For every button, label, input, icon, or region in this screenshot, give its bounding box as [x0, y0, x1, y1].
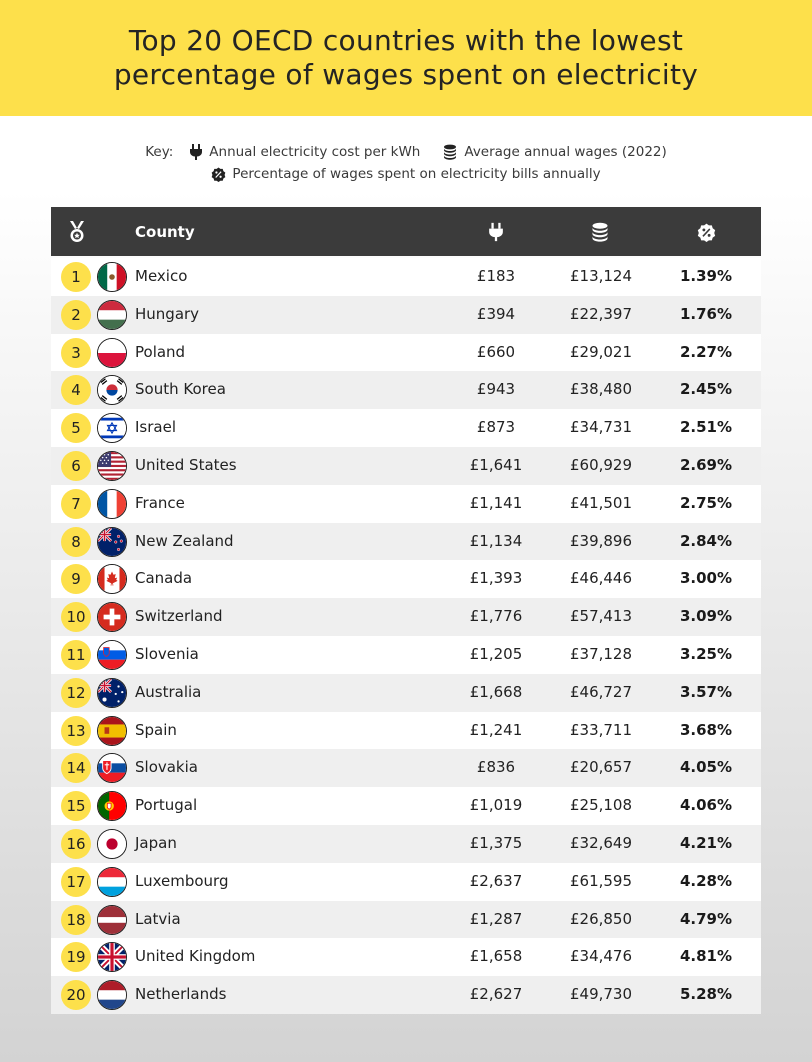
electricity-cost-cell: £2,637	[469, 871, 523, 890]
country-name: United States	[135, 455, 237, 474]
rank-badge: 6	[61, 451, 91, 481]
table-row	[51, 749, 761, 787]
mexico-flag-icon	[97, 262, 127, 292]
france-flag-icon	[97, 489, 127, 519]
country-name: Japan	[135, 833, 177, 852]
country-name: Slovenia	[135, 644, 199, 663]
wage-percentage-cell: 4.05%	[679, 758, 733, 777]
electricity-cost-cell: £1,287	[469, 909, 523, 928]
table-row	[51, 560, 761, 598]
annual-wages-cell: £33,711	[569, 720, 633, 739]
rank-badge: 18	[61, 905, 91, 935]
table-row	[51, 825, 761, 863]
coins-icon	[442, 144, 458, 160]
table-header	[51, 207, 761, 256]
table-body	[51, 258, 761, 1014]
wage-percentage-cell: 3.09%	[679, 607, 733, 626]
switzerland-flag-icon	[97, 602, 127, 632]
rank-badge: 14	[61, 753, 91, 783]
electricity-cost-cell: £1,641	[469, 455, 523, 474]
annual-wages-cell: £34,476	[569, 947, 633, 966]
portugal-flag-icon	[97, 791, 127, 821]
wage-percentage-cell: 4.79%	[679, 909, 733, 928]
country-name: Portugal	[135, 796, 198, 815]
poland-flag-icon	[97, 338, 127, 368]
country-name: Switzerland	[135, 607, 223, 626]
title-banner	[0, 0, 812, 116]
electricity-cost-cell: £1,375	[469, 833, 523, 852]
electricity-cost-cell: £1,776	[469, 607, 523, 626]
united-kingdom-flag-icon	[97, 942, 127, 972]
country-name: Luxembourg	[135, 871, 229, 890]
page-title: Top 20 OECD countries with the lowest percentage of wages spent on electricity	[113, 24, 699, 91]
country-name: France	[135, 493, 185, 512]
wage-percentage-cell: 1.39%	[679, 267, 733, 285]
plug-icon	[189, 144, 203, 160]
rank-badge: 1	[61, 262, 91, 292]
rank-badge: 19	[61, 942, 91, 972]
annual-wages-cell: £46,727	[569, 682, 633, 701]
israel-flag-icon	[97, 413, 127, 443]
slovakia-flag-icon	[97, 753, 127, 783]
country-name: Canada	[135, 569, 193, 588]
electricity-cost-cell: £1,668	[469, 682, 523, 701]
legend-line-1	[0, 141, 812, 163]
new-zealand-flag-icon	[97, 527, 127, 557]
country-name: Latvia	[135, 909, 181, 928]
rank-badge: 12	[61, 678, 91, 708]
percent-badge-icon	[211, 167, 226, 182]
electricity-cost-cell: £660	[476, 342, 516, 361]
annual-wages-cell: £25,108	[569, 796, 633, 815]
country-name: Poland	[135, 342, 186, 361]
electricity-cost-cell: £873	[476, 418, 516, 437]
annual-wages-cell: £41,501	[569, 493, 633, 512]
annual-wages-cell: £26,850	[569, 909, 633, 928]
luxembourg-flag-icon	[97, 867, 127, 897]
table-row	[51, 296, 761, 334]
table-row	[51, 598, 761, 636]
wage-percentage-cell: 2.27%	[679, 342, 733, 361]
rank-badge: 13	[61, 716, 91, 746]
ranking-table	[51, 207, 761, 1014]
electricity-cost-cell: £183	[476, 267, 516, 285]
table-row	[51, 485, 761, 523]
table-row	[51, 636, 761, 674]
medal-icon	[66, 221, 88, 243]
rank-badge: 3	[61, 338, 91, 368]
table-row	[51, 371, 761, 409]
rank-badge: 20	[61, 980, 91, 1010]
country-name: South Korea	[135, 380, 226, 399]
annual-wages-cell: £46,446	[569, 569, 633, 588]
wage-percentage-cell: 2.84%	[679, 531, 733, 550]
rank-badge: 5	[61, 413, 91, 443]
plug-icon	[484, 220, 508, 244]
country-name: Australia	[135, 682, 202, 701]
annual-wages-cell: £32,649	[569, 833, 633, 852]
legend	[0, 141, 812, 185]
united-states-flag-icon	[97, 451, 127, 481]
rank-badge: 16	[61, 829, 91, 859]
south-korea-flag-icon	[97, 375, 127, 405]
country-name: United Kingdom	[135, 947, 256, 966]
rank-badge: 10	[61, 602, 91, 632]
rank-badge: 8	[61, 527, 91, 557]
wage-percentage-cell: 4.06%	[679, 796, 733, 815]
country-name: Spain	[135, 720, 177, 739]
electricity-cost-cell: £1,019	[469, 796, 523, 815]
latvia-flag-icon	[97, 905, 127, 935]
spain-flag-icon	[97, 716, 127, 746]
table-row	[51, 523, 761, 561]
legend-cost-label: Annual electricity cost per kWh	[209, 144, 421, 160]
annual-wages-cell: £38,480	[569, 380, 633, 399]
slovenia-flag-icon	[97, 640, 127, 670]
table-row	[51, 334, 761, 372]
country-name: Israel	[135, 418, 176, 437]
canada-flag-icon	[97, 564, 127, 594]
wage-percentage-cell: 2.45%	[679, 380, 733, 399]
hungary-flag-icon	[97, 300, 127, 330]
country-name: Mexico	[135, 267, 188, 285]
country-name: New Zealand	[135, 531, 234, 550]
annual-wages-cell: £29,021	[569, 342, 633, 361]
table-row	[51, 712, 761, 750]
annual-wages-cell: £37,128	[569, 644, 633, 663]
annual-wages-cell: £39,896	[569, 531, 633, 550]
annual-wages-cell: £34,731	[569, 418, 633, 437]
table-row	[51, 976, 761, 1014]
wage-percentage-cell: 2.51%	[679, 418, 733, 437]
annual-wages-cell: £61,595	[569, 871, 633, 890]
wage-percentage-cell: 4.28%	[679, 871, 733, 890]
annual-wages-cell: £20,657	[569, 758, 633, 777]
wage-percentage-cell: 4.81%	[679, 947, 733, 966]
country-name: Hungary	[135, 304, 200, 323]
rank-badge: 17	[61, 867, 91, 897]
wage-percentage-cell: 2.75%	[679, 493, 733, 512]
electricity-cost-cell: £1,241	[469, 720, 523, 739]
annual-wages-cell: £57,413	[569, 607, 633, 626]
japan-flag-icon	[97, 829, 127, 859]
electricity-cost-cell: £943	[476, 380, 516, 399]
electricity-cost-cell: £2,627	[469, 985, 523, 1004]
coins-icon	[588, 220, 612, 244]
country-name: Netherlands	[135, 985, 227, 1004]
rank-badge: 9	[61, 564, 91, 594]
electricity-cost-cell: £1,658	[469, 947, 523, 966]
legend-wages-label: Average annual wages (2022)	[464, 144, 667, 160]
wage-percentage-cell: 5.28%	[679, 985, 733, 1004]
rank-badge: 4	[61, 375, 91, 405]
table-row	[51, 447, 761, 485]
table-row	[51, 863, 761, 901]
table-row	[51, 787, 761, 825]
australia-flag-icon	[97, 678, 127, 708]
electricity-cost-cell: £1,141	[469, 493, 523, 512]
electricity-cost-cell: £1,393	[469, 569, 523, 588]
table-row	[51, 409, 761, 447]
electricity-cost-cell: £1,134	[469, 531, 523, 550]
wage-percentage-cell: 3.68%	[679, 720, 733, 739]
annual-wages-cell: £22,397	[569, 304, 633, 323]
table-row	[51, 258, 761, 296]
electricity-cost-cell: £836	[476, 758, 516, 777]
country-name: Slovakia	[135, 758, 198, 777]
rank-badge: 7	[61, 489, 91, 519]
netherlands-flag-icon	[97, 980, 127, 1010]
rank-badge: 2	[61, 300, 91, 330]
wage-percentage-cell: 3.57%	[679, 682, 733, 701]
wage-percentage-cell: 1.76%	[679, 304, 733, 323]
wage-percentage-cell: 2.69%	[679, 455, 733, 474]
country-column-header: County	[135, 223, 195, 241]
percent-badge-icon	[694, 220, 718, 244]
annual-wages-cell: £60,929	[569, 455, 633, 474]
legend-percentage-label: Percentage of wages spent on electricity bills annually	[232, 166, 601, 182]
rank-badge: 11	[61, 640, 91, 670]
table-row	[51, 674, 761, 712]
table-row	[51, 938, 761, 976]
electricity-cost-cell: £394	[476, 304, 516, 323]
wage-percentage-cell: 4.21%	[679, 833, 733, 852]
wage-percentage-cell: 3.25%	[679, 644, 733, 663]
rank-badge: 15	[61, 791, 91, 821]
legend-line-2	[0, 163, 812, 185]
table-row	[51, 901, 761, 939]
legend-label: Key:	[145, 144, 174, 160]
electricity-cost-cell: £1,205	[469, 644, 523, 663]
annual-wages-cell: £13,124	[569, 267, 633, 285]
annual-wages-cell: £49,730	[569, 985, 633, 1004]
wage-percentage-cell: 3.00%	[679, 569, 733, 588]
